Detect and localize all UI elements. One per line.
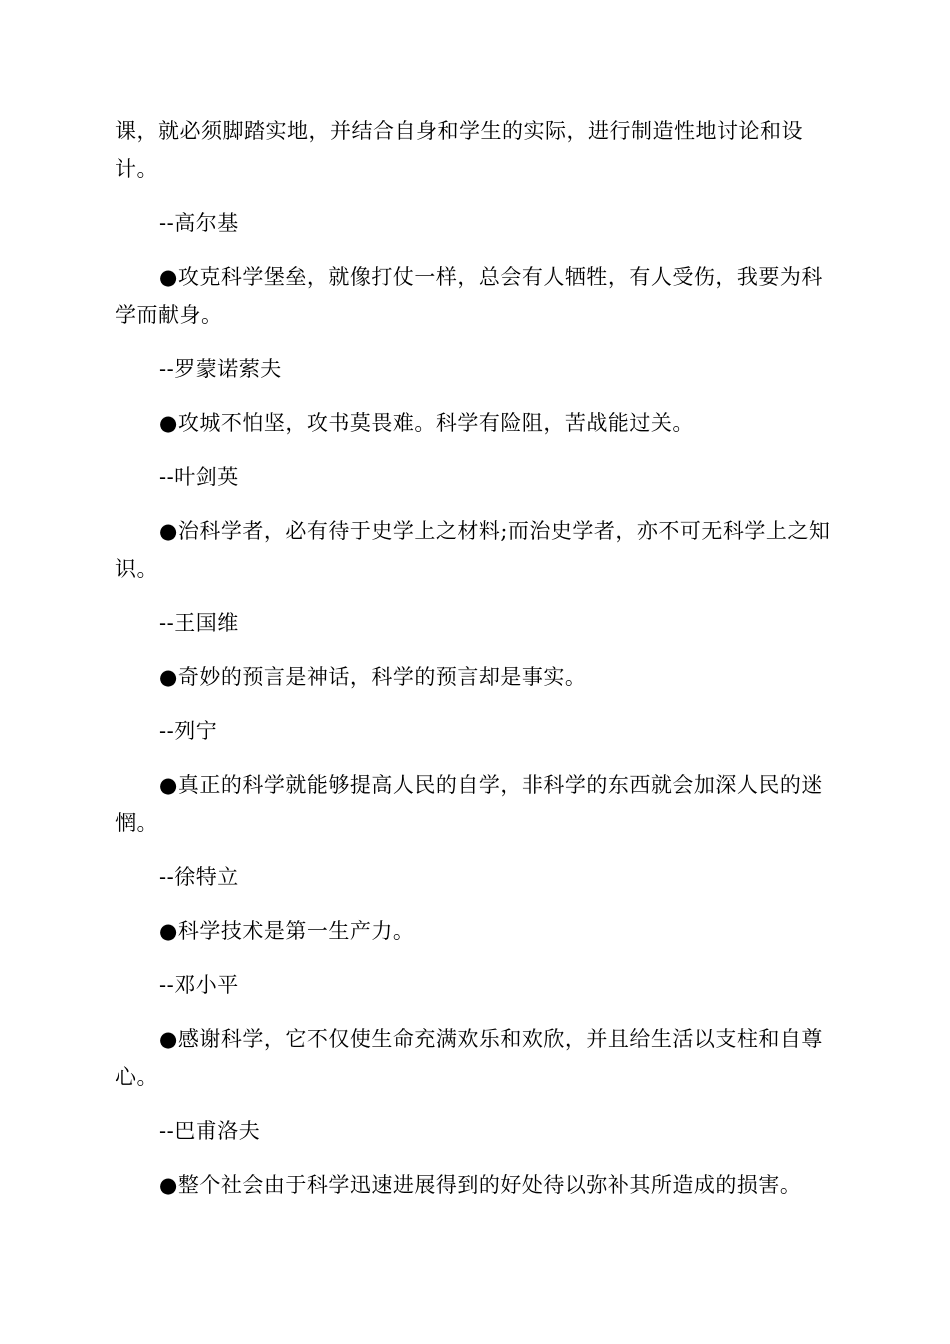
quote-paragraph: ●攻克科学堡垒，就像打仗一样，总会有人牺牲，有人受伤，我要为科学而献身。 (115, 265, 823, 327)
quote-author: --高尔基 (159, 211, 239, 235)
quote-paragraph: ●科学技术是第一生产力。 (159, 919, 415, 943)
quote-paragraph: ●治科学者，必有待于史学上之材料;而治史学者，亦不可无科学上之知识。 (115, 519, 831, 581)
quote-paragraph: ●攻城不怕坚，攻书莫畏难。科学有险阻，苦战能过关。 (159, 411, 694, 435)
quote-author: --罗蒙诺萦夫 (159, 357, 282, 381)
quote-author: --邓小平 (159, 973, 239, 997)
quote-author: --叶剑英 (159, 465, 239, 489)
quote-paragraph: ●感谢科学，它不仅使生命充满欢乐和欢欣，并且给生活以支柱和自尊心。 (115, 1027, 823, 1089)
quote-author: --徐特立 (159, 865, 239, 889)
quote-paragraph: ●真正的科学就能够提高人民的自学，非科学的东西就会加深人民的迷惘。 (115, 773, 823, 835)
quote-paragraph: ●整个社会由于科学迅速进展得到的好处待以弥补其所造成的损害。 (159, 1173, 802, 1197)
quote-author: --巴甫洛夫 (159, 1119, 261, 1143)
quote-paragraph: 课，就必须脚踏实地，并结合自身和学生的实际，进行制造性地讨论和设计。 (115, 119, 803, 181)
quote-paragraph: ●奇妙的预言是神话，科学的预言却是事实。 (159, 665, 587, 689)
quote-author: --王国维 (159, 611, 239, 635)
quote-author: --列宁 (159, 719, 218, 743)
document-body (115, 112, 835, 1220)
